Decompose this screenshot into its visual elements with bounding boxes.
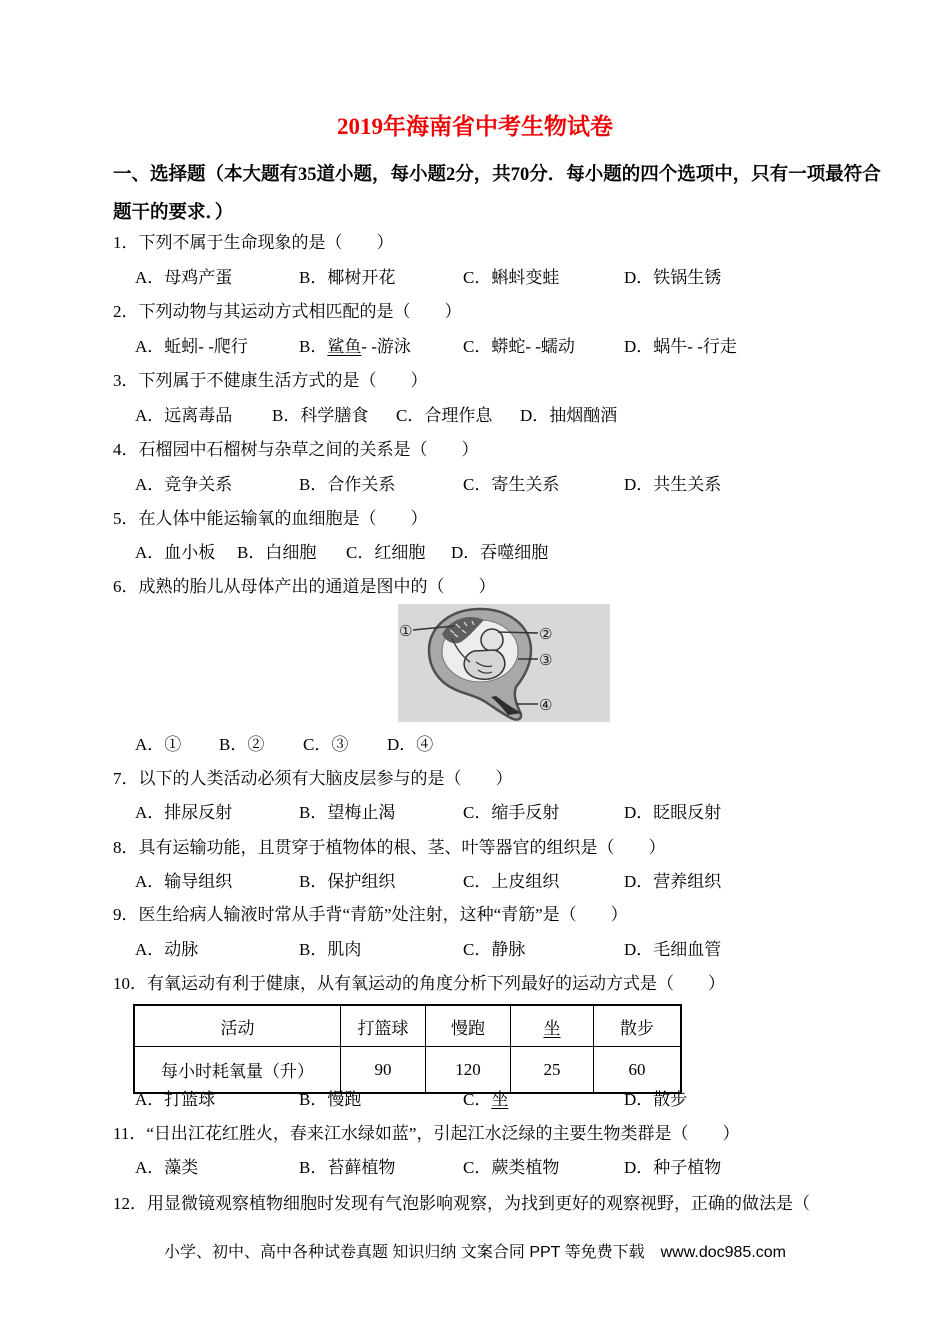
table-row-label: 每小时耗氧量（升） <box>134 1047 341 1094</box>
option-c: C．蕨类植物 <box>463 1158 560 1177</box>
table-value-walking: 60 <box>594 1047 682 1094</box>
table-header-basketball: 打篮球 <box>341 1005 426 1047</box>
question-10-options <box>135 1089 687 1111</box>
option-b: B．科学膳食 <box>272 406 369 425</box>
underlined-term: 鲨鱼 <box>327 337 362 356</box>
question-9-options <box>135 939 721 961</box>
option-a: A．藻类 <box>135 1158 199 1177</box>
option-c: C．缩手反射 <box>463 803 560 822</box>
question-12-text: 12．用显微镜观察植物细胞时发现有气泡影响观察，为找到更好的观察视野，正确的做法是（ <box>113 1194 810 1213</box>
option-a: A．① <box>135 735 182 754</box>
option-d: D．④ <box>387 735 434 754</box>
option-d: D．铁锅生锈 <box>624 268 722 287</box>
option-a: A．排尿反射 <box>135 803 233 822</box>
option-b: B．苔藓植物 <box>299 1158 396 1177</box>
table-value-basketball: 90 <box>341 1047 426 1094</box>
option-c: C．③ <box>303 735 349 754</box>
question-2-text: 2．下列动物与其运动方式相匹配的是（ ） <box>113 302 462 321</box>
table-header-walking: 散步 <box>594 1005 682 1047</box>
fetus-diagram-image <box>398 604 610 722</box>
option-c: C．寄生关系 <box>463 475 560 494</box>
question-1-text: 1．下列不属于生命现象的是（ ） <box>113 233 394 252</box>
question-6-options <box>135 734 433 756</box>
question-8-options <box>135 871 721 893</box>
option-a: A．蚯蚓- -爬行 <box>135 337 248 356</box>
table-header-activity: 活动 <box>134 1005 341 1047</box>
option-d: D．吞噬细胞 <box>451 543 549 562</box>
question-8-text: 8．具有运输功能，且贯穿于植物体的根、茎、叶等器官的组织是（ ） <box>113 838 666 857</box>
option-b: B．慢跑 <box>299 1090 362 1109</box>
footer-text: 小学、初中、高中各种试卷真题 知识归纳 文案合同 PPT 等免费下载 www.doc985.com <box>163 1244 786 1261</box>
option-c: C．红细胞 <box>346 543 426 562</box>
figure-label-2: ② <box>539 625 553 643</box>
option-d: D．散步 <box>624 1090 688 1109</box>
question-2-options <box>135 336 737 358</box>
option-a: A．打篮球 <box>135 1090 216 1109</box>
option-d: D．抽烟酗酒 <box>520 406 618 425</box>
option-b: B．椰树开花 <box>299 268 396 287</box>
page-title: 2019年海南省中考生物试卷 <box>337 114 613 139</box>
option-c: C．蟒蛇- -蠕动 <box>463 337 575 356</box>
question-5-text: 5．在人体中能运输氧的血细胞是（ ） <box>113 509 428 528</box>
option-c: C．蝌蚪变蛙 <box>463 268 560 287</box>
table-data-row <box>134 1047 681 1094</box>
option-b: B．肌肉 <box>299 940 362 959</box>
option-c: C．合理作息 <box>396 406 493 425</box>
option-b: B．鲨鱼- -游泳 <box>299 337 411 356</box>
option-a: A．血小板 <box>135 543 216 562</box>
question-10-text: 10．有氧运动有利于健康，从有氧运动的角度分析下列最好的运动方式是（ ） <box>113 974 725 993</box>
question-7-options <box>135 802 721 824</box>
section-heading-line1: 一、选择题（本大题有35道小题，每小题2分，共70分．每小题的四个选项中，只有一项最符合 <box>113 165 881 185</box>
table-header-sitting: 坐 <box>511 1005 594 1047</box>
table-header-row <box>134 1005 681 1047</box>
option-d: D．毛细血管 <box>624 940 722 959</box>
option-d: D．蜗牛- -行走 <box>624 337 737 356</box>
question-6-text: 6．成熟的胎儿从母体产出的通道是图中的（ ） <box>113 577 496 596</box>
table-header-jogging: 慢跑 <box>426 1005 511 1047</box>
option-c: C．上皮组织 <box>463 872 560 891</box>
question-5-options <box>135 542 548 564</box>
option-c: C．静脉 <box>463 940 526 959</box>
figure-label-3: ③ <box>539 651 553 669</box>
option-a: A．母鸡产蛋 <box>135 268 233 287</box>
option-a: A．远离毒品 <box>135 406 233 425</box>
table-value-sitting: 25 <box>511 1047 594 1094</box>
question-9-text: 9．医生给病人输液时常从手背“青筋”处注射，这种“青筋”是（ ） <box>113 905 628 924</box>
option-b: B．保护组织 <box>299 872 396 891</box>
option-b: B．合作关系 <box>299 475 396 494</box>
table-value-jogging: 120 <box>426 1047 511 1094</box>
question-4-text: 4．石榴园中石榴树与杂草之间的关系是（ ） <box>113 440 479 459</box>
option-d: D．种子植物 <box>624 1158 722 1177</box>
option-c: C．坐 <box>463 1090 509 1109</box>
underlined-term: 坐 <box>491 1090 509 1109</box>
option-a: A．输导组织 <box>135 872 233 891</box>
figure-label-1: ① <box>399 622 413 640</box>
question-1-options <box>135 267 721 289</box>
question-7-text: 7．以下的人类活动必须有大脑皮层参与的是（ ） <box>113 769 513 788</box>
question-11-text: 11．“日出江花红胜火，春来江水绿如蓝”，引起江水泛绿的主要生物类群是（ ） <box>113 1124 740 1143</box>
option-b: B．② <box>219 735 265 754</box>
question-11-options <box>135 1157 721 1179</box>
oxygen-consumption-table <box>133 1004 682 1094</box>
question-3-text: 3．下列属于不健康生活方式的是（ ） <box>113 371 428 390</box>
section-heading-line2: 题干的要求．） <box>113 203 234 223</box>
question-4-options <box>135 474 721 496</box>
question-3-options <box>135 405 617 427</box>
option-d: D．眨眼反射 <box>624 803 722 822</box>
option-d: D．营养组织 <box>624 872 722 891</box>
option-a: A．动脉 <box>135 940 199 959</box>
option-d: D．共生关系 <box>624 475 722 494</box>
figure-label-4: ④ <box>539 696 553 714</box>
option-b: B．望梅止渴 <box>299 803 396 822</box>
fetus-body <box>464 650 505 679</box>
option-a: A．竞争关系 <box>135 475 233 494</box>
option-b: B．白细胞 <box>237 543 317 562</box>
